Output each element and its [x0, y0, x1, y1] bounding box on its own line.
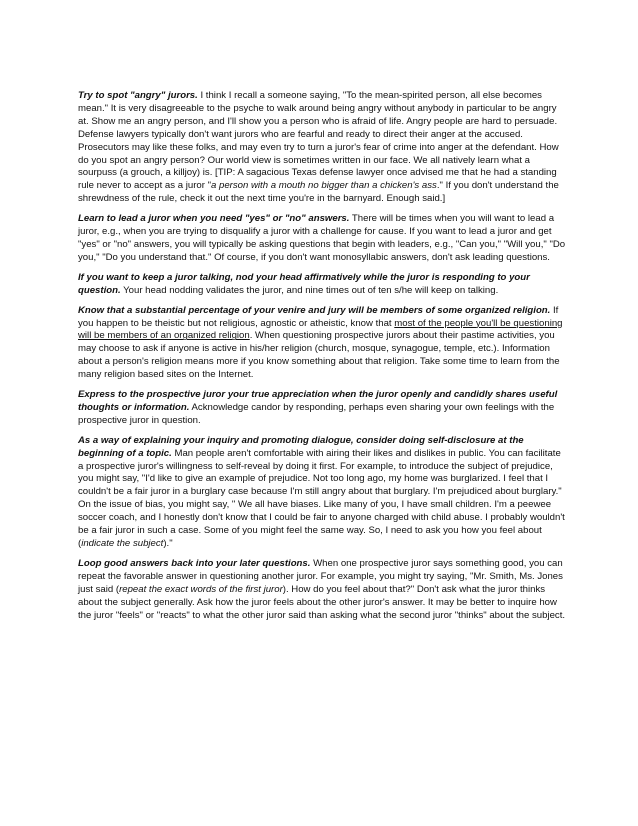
- paragraph-heading: Express to the prospective juror your true appreciation when the juror openly and candidly shares useful thoughts or information.: [78, 389, 558, 413]
- paragraph-appreciation: [78, 389, 568, 428]
- paragraph-angry-jurors: [78, 90, 568, 206]
- paragraph-text: ). How do you feel about that?" Don't ask what the juror thinks about the subject generally. Ask how the juror feels about the other juror's answer. It may be better to inquire how the juror "feels" or "reacts" to what the other juror said than asking what the second juror "thinks" about the subject.: [78, 583, 566, 621]
- paragraph-underlined-text: most of the people you'll be questioning will be members of an organized religion: [78, 317, 563, 342]
- paragraph-text: ." If you don't understand the shrewdness of the rule, check it out the next time you're in the barnyard. Enough said.]: [78, 180, 559, 205]
- paragraph-text: Acknowledge candor by responding, perhaps even sharing your own feelings with the prospective juror in question.: [78, 401, 555, 426]
- paragraph-loop-answers: [78, 558, 568, 623]
- paragraph-text: ).": [163, 538, 173, 549]
- paragraph-heading: Try to spot "angry" jurors.: [78, 90, 198, 101]
- paragraph-text: When one prospective juror says something good, you can repeat the favorable answer in questioning another juror. For example, you might try saying, "Mr. Smith, Ms. Jones just said (: [78, 557, 563, 595]
- paragraph-religion: [78, 305, 568, 382]
- paragraph-heading: Loop good answers back into your later questions.: [78, 557, 311, 569]
- paragraph-heading: Learn to lead a juror when you need "yes" or "no" answers.: [78, 213, 350, 225]
- paragraph-italic-text: repeat the exact words of the first juror: [119, 583, 283, 595]
- paragraph-text: There will be times when you will want to lead a juror, e.g., when you are trying to disqualify a juror with a challenge for cause. If you want to lead a juror and get "yes" or "no" answers, you will typically be asking questions that begin with leaders, e.g., "Can you," "Will you," "Do you," "Do you understand that." Of course, if you don't want monosyllabic answers, don't ask leading questions.: [78, 213, 566, 263]
- paragraph-italic-text: indicate the subject: [81, 538, 164, 549]
- paragraph-quote: a person with a mouth no bigger than a chicken's ass: [211, 180, 437, 192]
- paragraph-heading: Know that a substantial percentage of your venire and jury will be members of some organized religion.: [78, 304, 551, 316]
- paragraph-lead-juror: [78, 213, 568, 265]
- paragraph-text: I think I recall a someone saying, "To the mean-spirited person, all else becomes mean." It is very disagreeable to the psyche to walk around being angry without anybody in particular to be angry at. Show me an angry person, and I'll show you a person who is afraid of life. Angry people are hard to persuade. Defense lawyers typically don't want jurors who are fearful and ready to direct their anger at the accused. Prosecutors may like these folks, and may even try to turn a juror's fear of crime into anger at the defendant. How do you spot an angry person? Our world view is sometimes written in our face. We all natively learn what a sourpuss (a grouch, a killjoy) is. [TIP: A sagacious Texas defense lawyer once advised me that he had a standing rule never to accept as a juror ": [78, 90, 559, 192]
- paragraph-text: Your head nodding validates the juror, and nine times out of ten s/he will keep on talking.: [120, 284, 499, 296]
- paragraph-self-disclosure: [78, 435, 568, 551]
- paragraph-heading: As a way of explaining your inquiry and promoting dialogue, consider doing self-disclosure at the beginning of a topic.: [78, 434, 524, 459]
- paragraph-text: Man people aren't comfortable with airing their likes and dislikes in public. You can facilitate a prospective juror's willingness to self-reveal by doing it first. For example, to introduce the subject of prejudice, you might say, "I'd like to give an example of prejudice. Not too long ago, my home was burglarized. I feel that I couldn't be a fair juror in a burglary case because I'm still angry about that burglary. I'm prejudiced about burglary." On the issue of bias, you might say, " We all have biases. Like many of you, I have small children. I'm a peewee soccer coach, and I honestly don't know that I could be fair to anyone charged with child abuse. I probably wouldn't be a fair juror in such a case. Some of you might feel the same way. So, I need to ask you how you feel about (: [78, 447, 565, 549]
- paragraph-heading: If you want to keep a juror talking, nod your head affirmatively while the juror is responding to your question.: [78, 271, 530, 296]
- paragraph-text: If you happen to be theistic but not religious, agnostic or atheistic, know that: [78, 304, 559, 329]
- paragraph-text: . When questioning prospective jurors about their pastime activities, you may choose to ask if anyone is active in his/her religion (church, mosque, synagogue, temple, etc.). Information about a person's religion means more if you know something about that religion. Take some time to learn from the many religion based sites on the Internet.: [78, 330, 560, 381]
- paragraph-keep-talking: [78, 272, 568, 298]
- document-page: [78, 90, 568, 629]
